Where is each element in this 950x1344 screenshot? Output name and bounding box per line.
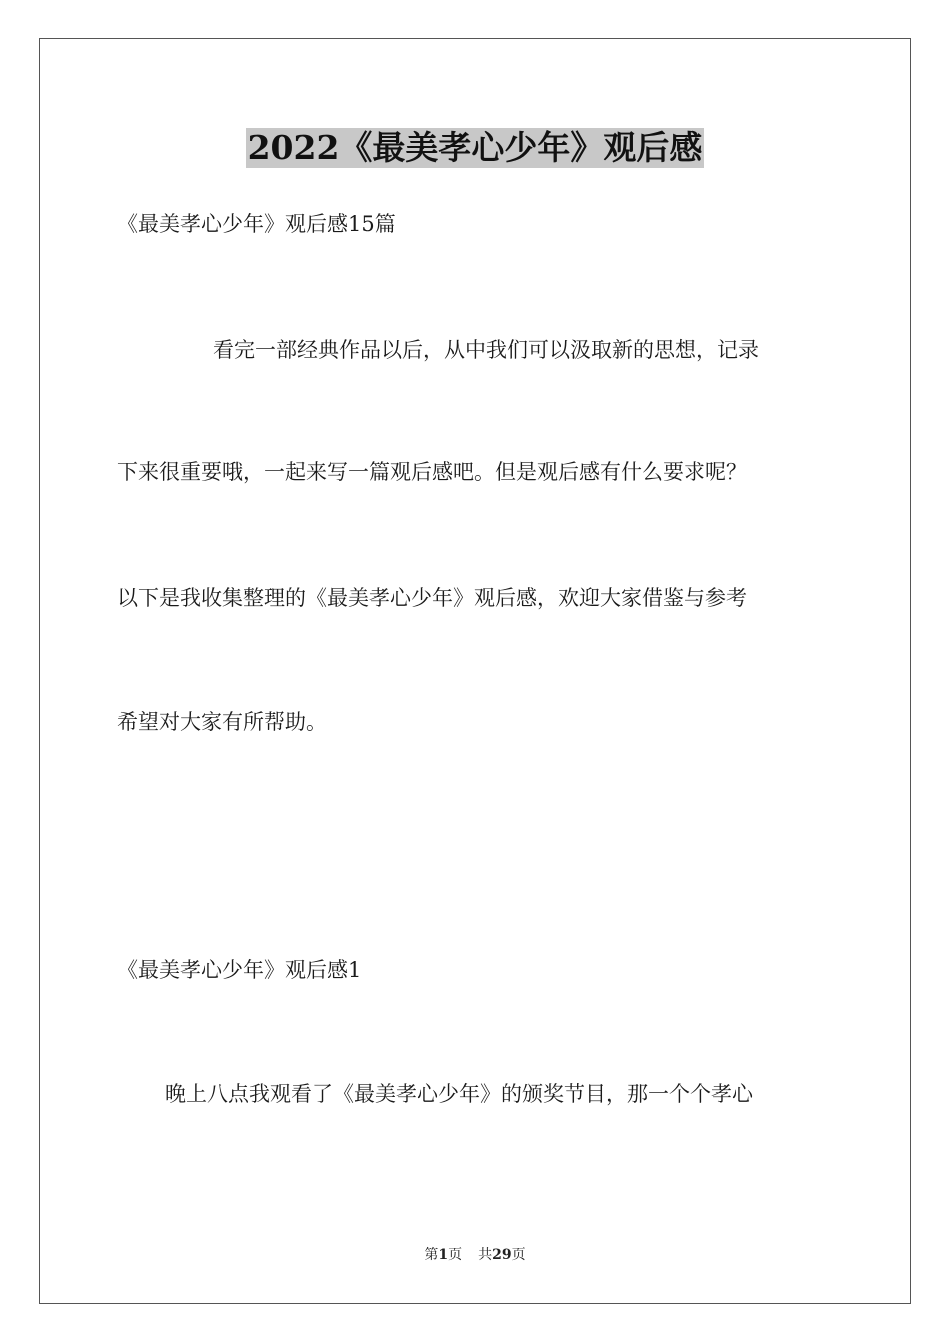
footer-total-prefix: 共 <box>478 1247 493 1263</box>
section-first-line: 晚上八点我观看了《最美孝心少年》的颁奖节目，那一个个孝心 <box>165 1082 753 1106</box>
footer-page-number: 1 <box>438 1247 449 1263</box>
footer-page-prefix: 第 <box>424 1247 439 1263</box>
section-heading: 《最美孝心少年》观后感1 <box>117 958 362 982</box>
footer-total-suffix: 页 <box>511 1247 526 1263</box>
intro-line-2: 下来很重要哦，一起来写一篇观后感吧。但是观后感有什么要求呢？ <box>117 460 747 484</box>
footer-total-pages: 29 <box>492 1247 512 1263</box>
intro-line-1: 看完一部经典作品以后，从中我们可以汲取新的思想，记录 <box>213 338 759 362</box>
document-title: 2022《最美孝心少年》观后感 <box>247 128 703 167</box>
page-footer <box>0 1246 950 1264</box>
document-subtitle: 《最美孝心少年》观后感15篇 <box>117 212 396 236</box>
intro-line-3: 以下是我收集整理的《最美孝心少年》观后感，欢迎大家借鉴与参考 <box>117 586 747 610</box>
title-container <box>0 128 950 168</box>
intro-line-4: 希望对大家有所帮助。 <box>117 710 327 734</box>
footer-page-suffix: 页 <box>448 1247 463 1263</box>
